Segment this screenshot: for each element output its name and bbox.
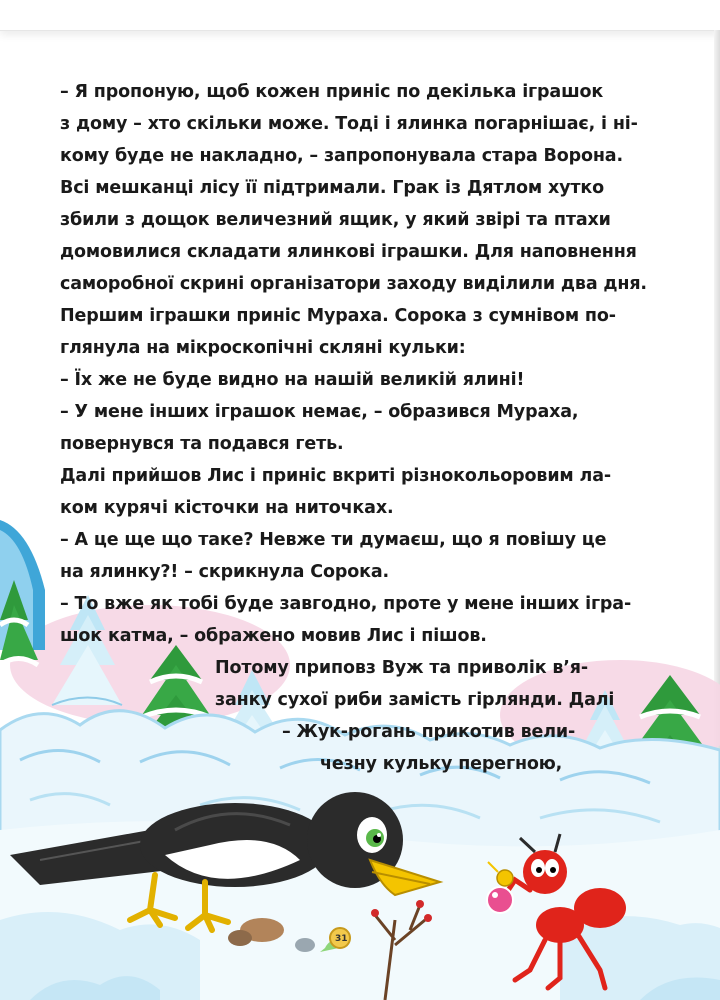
story-line: Далі прийшов Лис і приніс вкриті різнокольоровим ла- — [60, 466, 611, 486]
story-line: збили з дощок величезний ящик, у який звірі та птахи — [60, 210, 611, 230]
story-line: повернувся та подався геть. — [60, 434, 344, 454]
page-number: 31 — [335, 934, 348, 944]
story-line: – Я пропоную, щоб кожен приніс по декілька іграшок — [60, 82, 604, 102]
story-line: ком курячі кісточки на ниточках. — [60, 498, 394, 518]
story-line: занку сухої риби замість гірлянди. Далі — [215, 690, 615, 710]
page-top-edge — [0, 0, 720, 31]
story-line: Потому приповз Вуж та приволік в’я- — [215, 658, 588, 678]
story-line: шок катма, – ображено мовив Лис і пішов. — [60, 626, 487, 646]
story-line: – Жук-рогань прикотив вели- — [282, 722, 576, 742]
story-line: глянула на мікроскопічні скляні кульки: — [60, 338, 466, 358]
story-line: Всі мешканці лісу її підтримали. Грак із Дятлом хутко — [60, 178, 604, 198]
story-line: Першим іграшки приніс Мураха. Сорока з сумнівом по- — [60, 306, 616, 326]
story-line: – У мене інших іграшок немає, – образився Мураха, — [60, 402, 579, 422]
story-line: чезну кульку перегною, — [320, 754, 563, 774]
story-line: з дому – хто скільки може. Тоді і ялинка погарнішає, і ні- — [60, 114, 638, 134]
story-line: – Їх же не буде видно на нашій великій ялині! — [60, 370, 525, 390]
story-line: саморобної скрині організатори заходу виділили два дня. — [60, 274, 647, 294]
story-line: на ялинку?! – скрикнула Сорока. — [60, 562, 389, 582]
story-line: – То вже як тобі буде завгодно, проте у мене інших ігра- — [60, 594, 632, 614]
story-line: домовилися складати ялинкові іграшки. Для наповнення — [60, 242, 637, 262]
glass-bauble — [487, 887, 513, 913]
story-line: кому буде не накладно, – запропонувала стара Ворона. — [60, 146, 623, 166]
story-line: – А це ще що таке? Невже ти думаєш, що я повішу це — [60, 530, 607, 550]
